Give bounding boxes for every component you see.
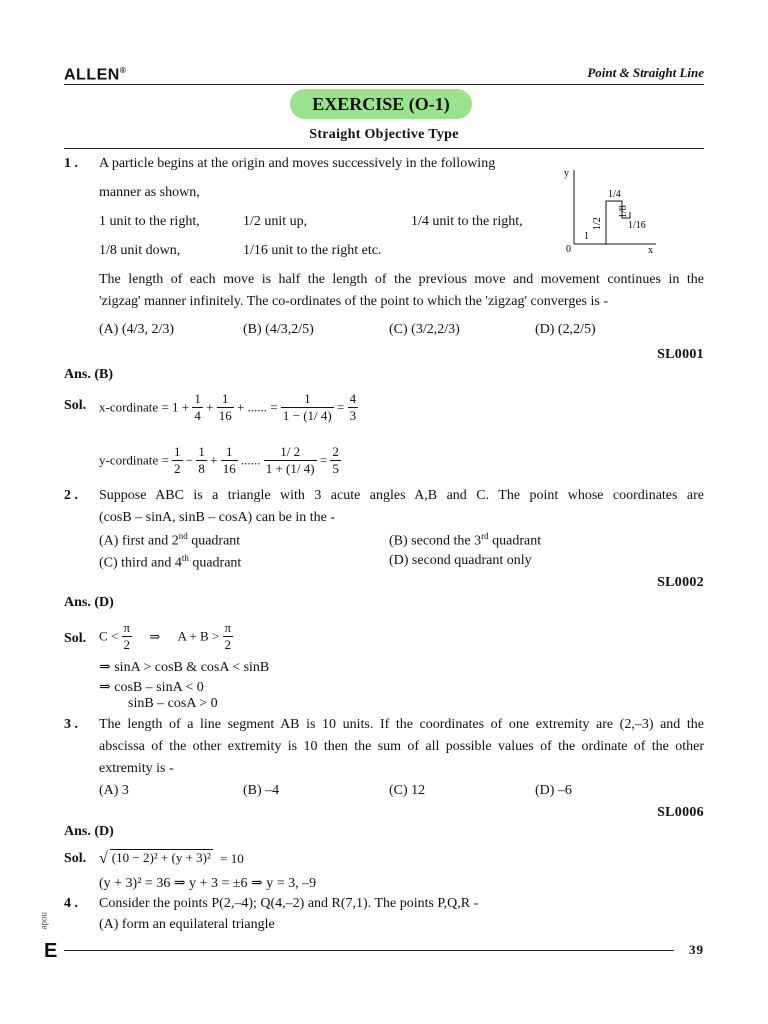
margin-mark: node (40, 912, 50, 930)
fig-label-sixteenth: 1/16 (628, 220, 646, 231)
question-3-option-b: (B) –4 (243, 783, 280, 798)
question-2-line-2: (cosB – sinA, sinB – cosA) can be in the - (99, 510, 336, 525)
fig-y-label: y (564, 168, 569, 179)
fig-label-eighth: 1/8 (618, 205, 629, 218)
question-4-option-a: (A) form an equilateral triangle (99, 917, 275, 932)
question-1-move-3: 1/4 unit to the right, (411, 214, 523, 229)
solx-plus1: 1 + (172, 399, 190, 415)
page-number: 39 (689, 942, 704, 957)
solx-frac-3: $\frac{1}{1 - (1/ 4)}$ (282, 391, 332, 423)
fig-label-1: 1 (584, 231, 589, 242)
fig-x-label: x (648, 245, 653, 256)
question-1-line-2: manner as shown, (99, 185, 200, 200)
question-1-line-1: A particle begins at the origin and moves successively in the following (99, 156, 496, 171)
question-1-para-2: 'zigzag' manner infinitely. The co-ordinates of the point to which the 'zigzag' converges is - (99, 294, 609, 309)
brand-logo: ALLEN® (64, 66, 127, 84)
question-2-sol-step-4: sinB – cosA > 0 (128, 696, 218, 711)
question-1-option-b: (B) (4/3,2/5) (243, 322, 314, 337)
soly-frac-5: $\frac{2}{5}$ (332, 444, 339, 476)
question-2-answer: Ans. (D) (64, 595, 114, 610)
question-1-number: 1 . (64, 156, 78, 171)
question-3-sol-step-2: (y + 3)² = 36 ⇒ y + 3 = ±6 ⇒ y = 3, –9 (99, 876, 317, 891)
question-3-line-2: abscissa of the other extremity is 10 then the sum of all possible values of the ordinate of the other (99, 739, 704, 754)
soly-frac-1: $\frac{1}{2}$ (174, 444, 181, 476)
fig-label-quarter: 1/4 (608, 189, 621, 200)
question-3-option-a: (A) 3 (99, 783, 129, 798)
question-1-option-d: (D) (2,2/5) (535, 322, 596, 337)
question-3-line-1: The length of a line segment AB is 10 units. If the coordinates of one extremity are (2,–3) and the (99, 717, 704, 732)
question-4-number: 4 . (64, 896, 78, 911)
question-4-line-1: Consider the points P(2,–4); Q(4,–2) and R(7,1). The points P,Q,R - (99, 896, 479, 911)
fig-origin-label: 0 (566, 244, 571, 255)
exercise-title: EXERCISE (O-1) (290, 89, 472, 119)
soly-frac-3: $\frac{1}{16}$ (222, 444, 236, 476)
question-1-option-a: (A) (4/3, 2/3) (99, 322, 175, 337)
question-3-line-3: extremity is - (99, 761, 174, 776)
question-1-move-5: 1/16 unit to the right etc. (243, 243, 382, 258)
solx-frac-4: $\frac{4}{3}$ (349, 391, 357, 423)
solx-frac-2: $\frac{1}{16}$ (218, 391, 232, 423)
question-3-option-c: (C) 12 (389, 783, 426, 798)
header-rule (64, 84, 704, 85)
question-2-number: 2 . (64, 488, 78, 503)
question-3-sol-step-1: √ (10 − 2)² + (y + 3)² = 10 (99, 850, 244, 868)
solx-label: x-cordinate = (99, 399, 169, 415)
question-2-sol-step-3: ⇒ cosB – sinA < 0 (99, 680, 204, 695)
question-1-sol-label: Sol. (64, 398, 87, 413)
question-1-code: SL0001 (657, 347, 704, 362)
question-2-sol-label: Sol. (64, 631, 87, 646)
question-3-answer: Ans. (D) (64, 824, 114, 839)
question-2-sol-step-2: ⇒ sinA > cosB & cosA < sinB (99, 660, 270, 675)
question-1-para-1: The length of each move is half the length of the previous move and movement continues in the (99, 272, 704, 287)
pi-over-2-b: $\frac{\pi}{2}$ (224, 620, 232, 652)
question-1-move-2: 1/2 unit up, (243, 214, 308, 229)
pi-over-2-a: $\frac{\pi}{2}$ (123, 620, 131, 652)
question-3-option-d: (D) –6 (535, 783, 572, 798)
soly-label: y-cordinate = (99, 452, 169, 468)
footer-rule (64, 950, 674, 951)
question-2-option-b: (B) second the 3rd quadrant (389, 531, 542, 549)
solx-frac-1: $\frac{1}{4}$ (194, 391, 201, 423)
question-3-number: 3 . (64, 717, 78, 732)
question-2-option-c: (C) third and 4th quadrant (99, 553, 242, 571)
exercise-subtitle: Straight Objective Type (309, 127, 459, 142)
question-2-sol-step-1: C < $\frac{\pi}{2}$ ⇒ A + B > $\frac{\pi}{2}$ (99, 620, 232, 652)
soly-frac-4: $\frac{1/ 2}{1 + (1/ 4)}$ (265, 444, 315, 476)
subtitle-rule (64, 148, 704, 149)
question-2-code: SL0002 (657, 575, 704, 590)
chapter-title: Point & Straight Line (587, 65, 704, 80)
question-1-option-c: (C) (3/2,2/3) (389, 322, 460, 337)
question-3-code: SL0006 (657, 805, 704, 820)
question-1-answer: Ans. (B) (64, 367, 114, 382)
question-2-option-d: (D) second quadrant only (389, 553, 532, 568)
solution-x-coordinate: x-cordinate = 1 + $\frac{1}{4}$ + $\frac{1}{16}$ + ...... = $\frac{1}{1 - (1/ 4)}$ = $\frac{4}{3}$ (99, 391, 357, 423)
question-3-sol-label: Sol. (64, 851, 87, 866)
question-2-line-1: Suppose ABC is a triangle with 3 acute angles A,B and C. The point whose coordinates are (99, 488, 704, 503)
soly-frac-2: $\frac{1}{8}$ (198, 444, 205, 476)
question-1-move-1: 1 unit to the right, (99, 214, 200, 229)
question-2-option-a: (A) first and 2nd quadrant (99, 531, 241, 549)
question-1-move-4: 1/8 unit down, (99, 243, 181, 258)
fig-label-half: 1/2 (592, 217, 603, 230)
zigzag-figure (560, 164, 665, 256)
footer-letter: E (44, 940, 58, 962)
solution-y-coordinate: y-cordinate = $\frac{1}{2}$ − $\frac{1}{8}$ + $\frac{1}{16}$ ...... $\frac{1/ 2}{1 + (1/ 4)}$ = $\frac{2}{5}$ (99, 444, 339, 476)
